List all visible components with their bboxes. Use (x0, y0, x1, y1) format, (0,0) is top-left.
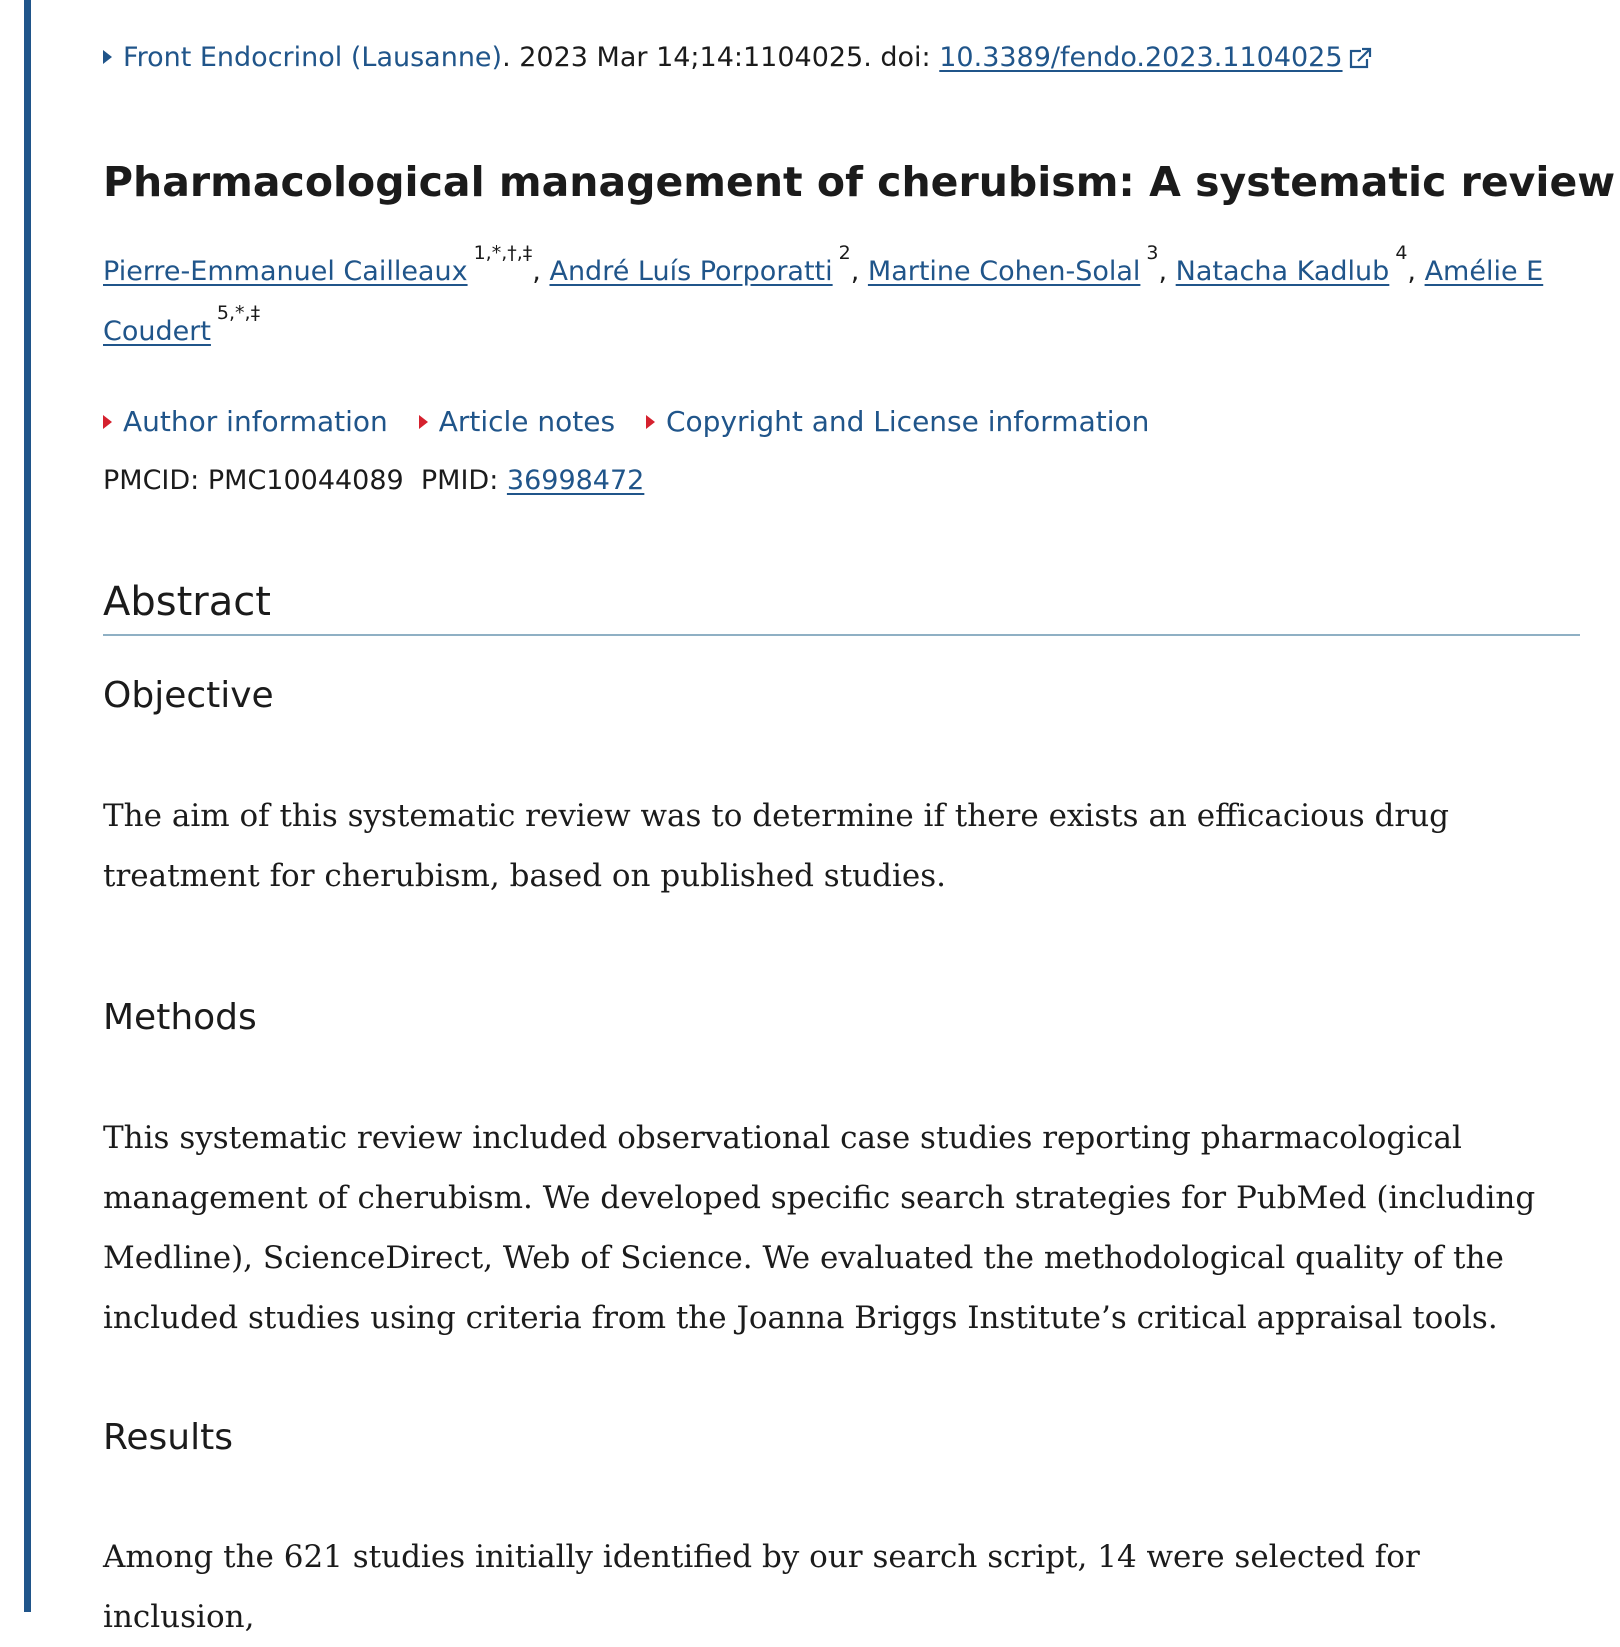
author-affiliation: 2 (838, 242, 851, 264)
author-list: Pierre-Emmanuel Cailleaux$^{1,*,\dagger,\ddagger}$, André Luís Porporatti$^2$, Martine Cohen-Solal$^3$, Natacha Kadlub$^4$, Amélie E Coudert$^{5,*,\ddagger}$ (103, 242, 1544, 347)
toggle-label: Copyright and License information (666, 405, 1150, 438)
results-heading: Results (103, 1417, 233, 1458)
caret-right-icon (103, 415, 112, 429)
citation-details: . 2023 Mar 14;14:1104025. doi: (502, 42, 940, 73)
author-link[interactable]: André Luís Porporatti (549, 256, 833, 287)
caret-right-icon (419, 415, 428, 429)
external-link-icon (1349, 42, 1373, 82)
author-affiliation: 1,*,†,‡ (473, 242, 533, 264)
objective-text: The aim of this systematic review was to determine if there exists an efficacious drug treatment for cherubism, based on published studies. (103, 798, 1450, 894)
toggle-label: Article notes (438, 405, 616, 438)
left-accent-border (24, 0, 31, 1612)
article-ids (103, 462, 644, 500)
abstract-divider (103, 634, 1580, 636)
article-notes-toggle[interactable] (419, 405, 615, 438)
caret-right-icon (646, 415, 655, 429)
journal-name: Front Endocrinol (Lausanne) (123, 42, 503, 73)
author-link[interactable]: Pierre-Emmanuel Cailleaux (103, 256, 468, 287)
pmid-label: PMID: (420, 465, 507, 496)
journal-link[interactable] (103, 42, 502, 73)
author-link[interactable]: Martine Cohen-Solal (867, 256, 1141, 287)
author-affiliation: 3 (1146, 242, 1159, 264)
doi-link[interactable] (939, 42, 1342, 73)
author-information-toggle[interactable] (103, 405, 388, 438)
toggle-label: Author information (123, 405, 388, 438)
page-title: Pharmacological management of cherubism: A systematic review (103, 158, 1616, 206)
objective-heading: Objective (103, 675, 274, 716)
pmcid: PMCID: PMC10044089 (103, 465, 404, 496)
methods-heading: Methods (103, 997, 257, 1038)
author-affiliation: 4 (1395, 242, 1408, 264)
doi-text: 10.3389/fendo.2023.1104025 (939, 42, 1343, 73)
copyright-license-toggle[interactable] (646, 405, 1149, 438)
citation-line (103, 38, 1373, 82)
results-text: Among the 621 studies initially identified by our search script, 14 were selected for inclusion, (103, 1539, 1420, 1635)
author-link[interactable]: Amélie E Coudert (103, 256, 1544, 347)
methods-text: This systematic review included observational case studies reporting pharmacological management of cherubism. We developed specific search strategies for PubMed (including Medline), ScienceDirect, Web of Science. We evaluated the methodological quality of the included studies using criteria from the Joanna Briggs Institute’s critical appraisal tools. (103, 1120, 1536, 1336)
author-link[interactable]: Natacha Kadlub (1175, 256, 1390, 287)
pmid-link[interactable]: 36998472 (506, 465, 645, 496)
abstract-heading: Abstract (103, 579, 271, 625)
caret-right-icon (103, 50, 112, 64)
article-notes-bar (103, 402, 1171, 442)
author-affiliation: 5,*,‡ (216, 302, 261, 324)
